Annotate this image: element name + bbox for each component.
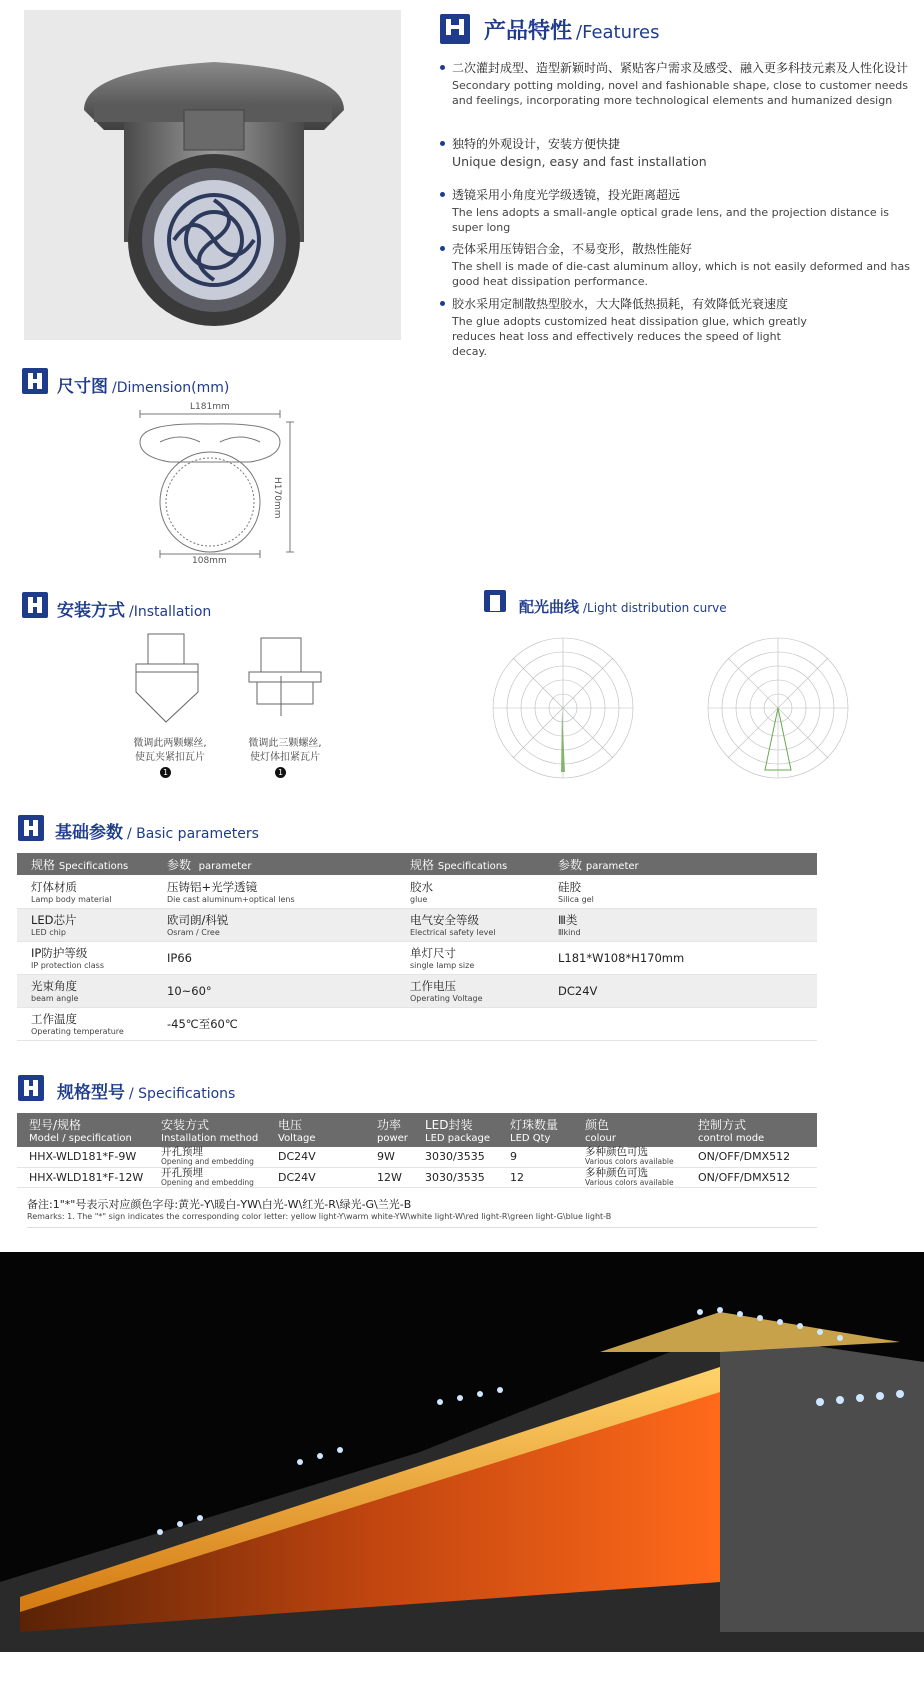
remark-en: Remarks: 1. The "*" sign indicates the corresponding color letter: yellow light-Y\warm white-YW\white light-W\red light-R\green light-G\blue light-B xyxy=(27,1212,612,1221)
polar-chart-1 xyxy=(488,632,638,792)
feature-en: Unique design, easy and fast installation xyxy=(452,154,707,169)
specs-table xyxy=(17,1113,817,1188)
installation-caption-1: 微调此两颗螺丝, 使瓦夹紧扣瓦片 xyxy=(133,738,207,763)
brand-h-icon xyxy=(484,590,506,612)
polar-chart-2 xyxy=(703,632,853,792)
table-row: IP防护等级 IP protection class IP66 单灯尺寸 single lamp size L181*W108*H170mm xyxy=(17,941,817,974)
brand-h-icon xyxy=(18,815,44,841)
basic-params-title: 基础参数 / Basic parameters xyxy=(55,823,259,843)
installation-caption-2: 微调此三颗螺丝, 使灯体扣紧瓦片 xyxy=(248,738,322,763)
basic-params-table xyxy=(17,853,817,1041)
table-row: HHX-WLD181*F-12W 开孔预埋 Opening and embedding DC24V 12W 3030/3535 12 多种颜色可选 Various colors available ON/OFF/DMX512 xyxy=(17,1167,817,1187)
bullet-icon xyxy=(440,192,445,197)
dimension-width-label: L181mm xyxy=(190,402,230,412)
installation-title: 安装方式 /Installation xyxy=(57,601,212,621)
bullet-icon xyxy=(440,301,445,306)
feature-item xyxy=(452,296,912,359)
bullet-icon xyxy=(440,65,445,70)
feature-zh: 独特的外观设计，安装方便快捷 xyxy=(452,137,621,151)
table-header: 型号/规格 Model / specification 安装方式 Installation method 电压 Voltage 功率 power LED封装 LED package 灯珠数量 LED Qty 颜色 colour 控制方式 control mode xyxy=(17,1113,817,1147)
specs-title: 规格型号 / Specifications xyxy=(57,1083,236,1103)
table-row: 灯体材质 Lamp body material 压铸铝+光学透镜 Die cast aluminum+optical lens 胶水 glue 硅胶 Silica gel xyxy=(17,875,817,908)
table-row: LED芯片 LED chip 欧司朗/科锐 Osram / Cree 电气安全等级 Electrical safety level Ⅲ类 Ⅲkind xyxy=(17,908,817,941)
dimension-depth-label: 108mm xyxy=(192,556,227,566)
dimension-drawing xyxy=(130,402,310,570)
feature-item xyxy=(452,241,912,289)
bullet-icon xyxy=(440,141,445,146)
light-curve-title: 配光曲线 /Light distribution curve xyxy=(519,598,727,616)
remarks xyxy=(27,1196,817,1228)
dimension-title: 尺寸图 /Dimension(mm) xyxy=(57,377,230,397)
feature-zh: 二次灌封成型、造型新颖时尚、紧贴客户需求及感受、融入更多科技元素及人性化设计 xyxy=(452,61,909,75)
feature-item xyxy=(452,187,912,235)
table-row: HHX-WLD181*F-9W 开孔预埋 Opening and embedding DC24V 9W 3030/3535 9 多种颜色可选 Various colors available ON/OFF/DMX512 xyxy=(17,1147,817,1167)
feature-en: The lens adopts a small-angle optical grade lens, and the projection distance is super long xyxy=(452,206,889,234)
table-row: 光束角度 beam angle 10~60° 工作电压 Operating Voltage DC24V xyxy=(17,974,817,1007)
night-scene-photo xyxy=(0,1252,924,1652)
feature-en: The glue adopts customized heat dissipation glue, which greatly reduces heat loss and effectively reduces the speed of light decay. xyxy=(452,315,807,358)
feature-en: Secondary potting molding, novel and fashionable shape, close to customer needs and feelings, incorporating more technological elements and humanized design xyxy=(452,79,908,107)
remark-zh: 备注:1"*"号表示对应颜色字母:黄光-Y\暖白-YW\白光-W\红光-R\绿光-G\兰光-B xyxy=(27,1198,412,1211)
product-photo xyxy=(24,10,401,340)
features-title: 产品特性 /Features xyxy=(484,19,660,44)
bullet-icon xyxy=(440,246,445,251)
feature-zh: 透镜采用小角度光学级透镜，投光距离超远 xyxy=(452,188,681,202)
installation-diagram-1 xyxy=(128,632,208,732)
feature-zh: 壳体采用压铸铝合金，不易变形，散热性能好 xyxy=(452,242,693,256)
table-row: 工作温度 Operating temperature -45℃至60℃ xyxy=(17,1007,817,1040)
dimension-height-label: H170mm xyxy=(272,477,282,519)
table-header: 规格 Specifications 参数 parameter 规格 Specifications 参数 parameter xyxy=(17,853,817,875)
step-number-badge: 1 xyxy=(275,767,286,778)
feature-item xyxy=(452,60,912,108)
step-number-badge: 1 xyxy=(160,767,171,778)
brand-h-icon xyxy=(22,368,48,394)
feature-zh: 胶水采用定制散热型胶水，大大降低热损耗，有效降低光衰速度 xyxy=(452,297,789,311)
brand-h-icon xyxy=(22,592,48,618)
brand-h-icon xyxy=(18,1075,44,1101)
brand-h-icon xyxy=(440,14,470,44)
feature-item xyxy=(452,136,912,169)
feature-en: The shell is made of die-cast aluminum alloy, which is not easily deformed and has good heat dissipation performance. xyxy=(452,260,910,288)
installation-diagram-2 xyxy=(245,636,325,731)
